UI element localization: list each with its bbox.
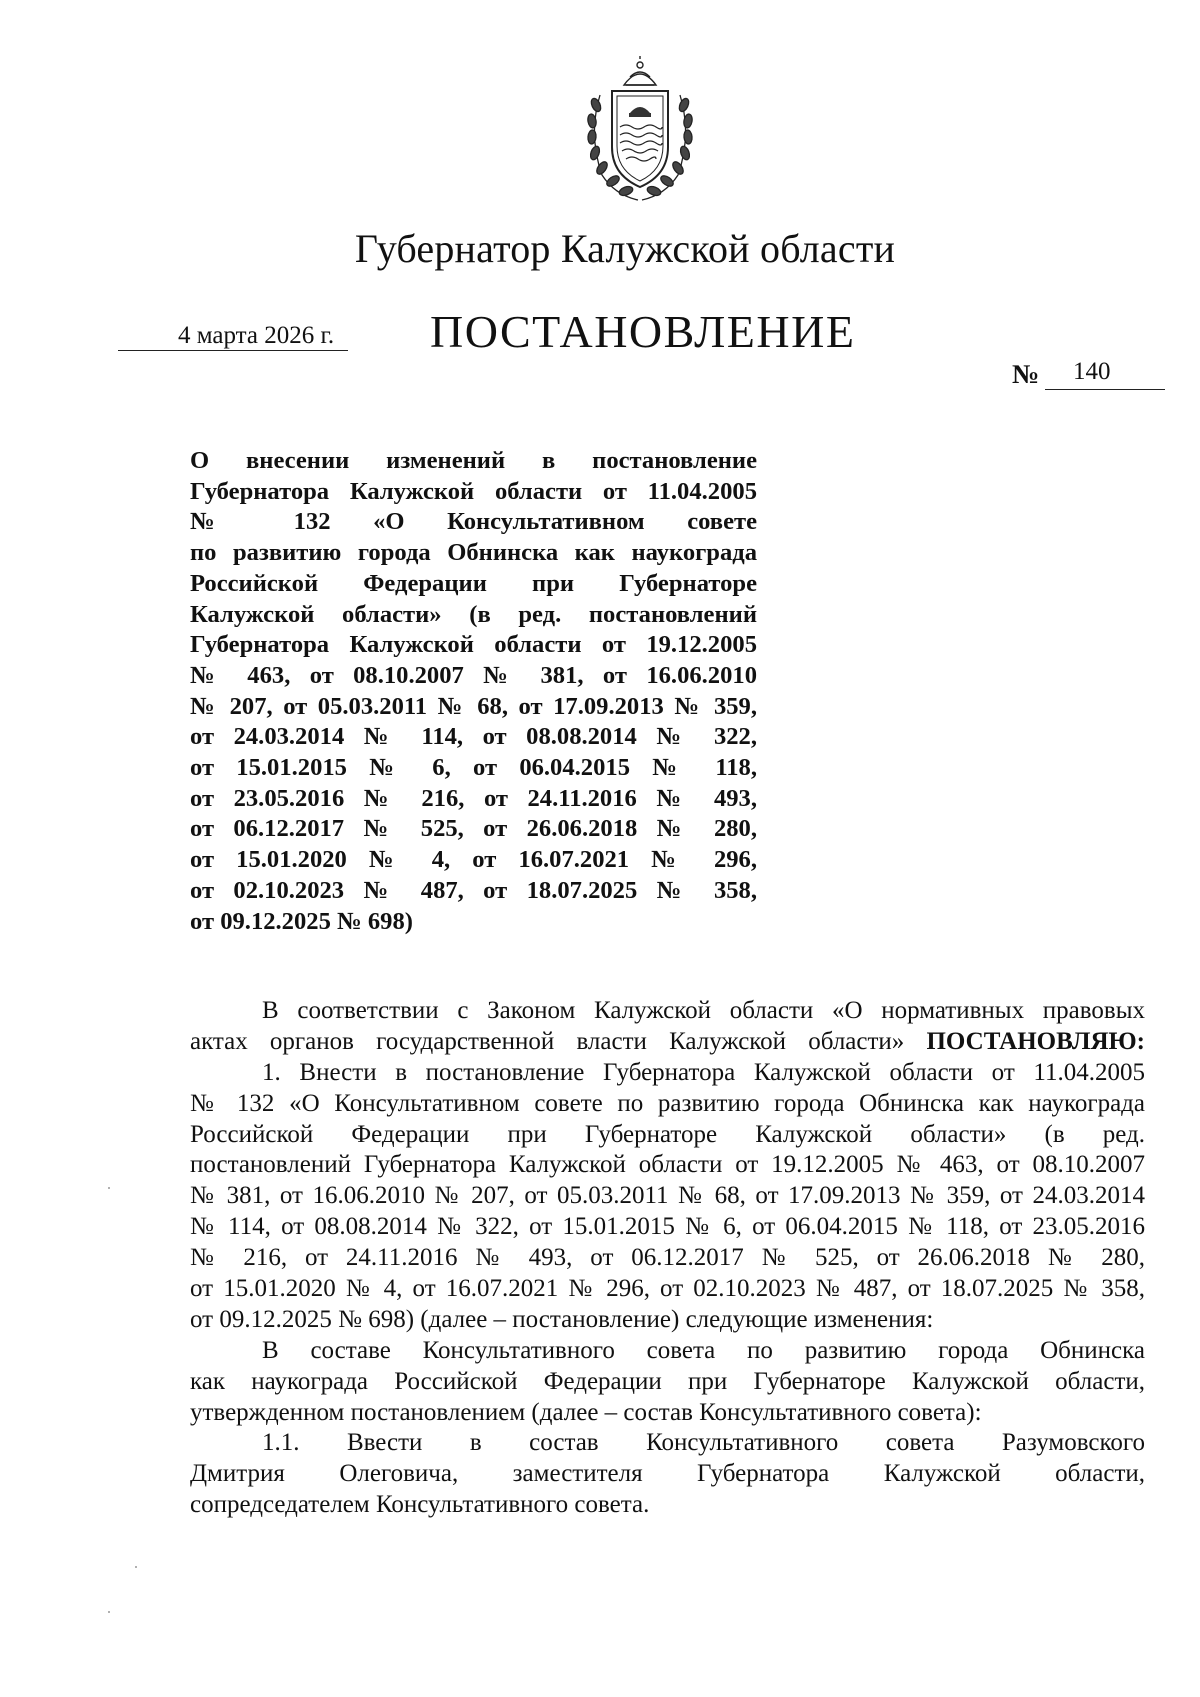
date-underline <box>118 350 348 351</box>
body-line: № 132 «О Консультативном совете по развитию города Обнинска как наукограда <box>190 1089 1145 1117</box>
title-line: от 09.12.2025 № 698) <box>190 907 413 935</box>
body-line: сопредседателем Консультативного совета. <box>190 1491 650 1519</box>
number-underline <box>1045 389 1165 390</box>
document-title <box>190 446 757 937</box>
decree-word: ПОСТАНОВЛЯЮ: <box>926 1027 1145 1055</box>
body-line <box>190 1027 1145 1058</box>
title-line: Калужской области» (в ред. постановлений <box>190 600 757 628</box>
title-line: от 15.01.2015 № 6, от 06.04.2015 № 118, <box>190 754 757 782</box>
body-line: № 114, от 08.08.2014 № 322, от 15.01.2015 № 6, от 06.04.2015 № 118, от 23.05.2016 <box>190 1213 1145 1241</box>
issuing-authority: Губернатор Калужской области <box>354 226 896 271</box>
scan-speck <box>135 1566 137 1568</box>
title-line: от 23.05.2016 № 216, от 24.11.2016 № 493, <box>190 784 757 812</box>
title-line: от 06.12.2017 № 525, от 26.06.2018 № 280, <box>190 815 757 843</box>
scan-speck <box>108 1611 110 1613</box>
coat-of-arms-emblem <box>580 55 700 205</box>
title-line: по развитию города Обнинска как наукограда <box>190 539 757 567</box>
document-date: 4 марта 2026 г. <box>178 322 335 349</box>
body-line: Российской Федерации при Губернаторе Калужской области» (в ред. <box>190 1120 1145 1148</box>
number-sign: № <box>1012 359 1040 389</box>
body-line: Дмитрия Олеговича, заместителя Губернатора Калужской области, <box>190 1460 1145 1488</box>
body-line: 1.1. Ввести в состав Консультативного совета Разумовского <box>262 1429 1145 1457</box>
title-line: О внесении изменений в постановление <box>190 447 757 474</box>
title-line: Российской Федерации при Губернаторе <box>190 569 757 597</box>
document-type-heading: ПОСТАНОВЛЕНИЕ <box>430 306 856 357</box>
body-line: № 381, от 16.06.2010 № 207, от 05.03.2011 № 68, от 17.09.2013 № 359, от 24.03.2014 <box>190 1182 1145 1210</box>
title-line: № 132 «О Консультативном совете <box>190 508 757 536</box>
title-line: от 15.01.2020 № 4, от 16.07.2021 № 296, <box>190 846 757 874</box>
body-line: 1. Внести в постановление Губернатора Калужской области от 11.04.2005 <box>262 1058 1145 1086</box>
body-line: от 15.01.2020 № 4, от 16.07.2021 № 296, от 02.10.2023 № 487, от 18.07.2025 № 358, <box>190 1275 1145 1303</box>
body-line: № 216, от 24.11.2016 № 493, от 06.12.2017 № 525, от 26.06.2018 № 280, <box>190 1244 1145 1272</box>
body-line: В соответствии с Законом Калужской области «О нормативных правовых <box>262 997 1145 1024</box>
body-line: от 09.12.2025 № 698) (далее – постановление) следующие изменения: <box>190 1305 934 1333</box>
title-line: № 463, от 08.10.2007 № 381, от 16.06.2010 <box>190 661 757 689</box>
body-line: как наукограда Российской Федерации при Губернаторе Калужской области, <box>190 1367 1145 1395</box>
title-line: № 207, от 05.03.2011 № 68, от 17.09.2013 № 359, <box>190 692 757 720</box>
document-number: 140 <box>1073 358 1111 385</box>
body-line: утвержденном постановлением (далее – состав Консультативного совета): <box>190 1398 982 1426</box>
body-line: постановлений Губернатора Калужской области от 19.12.2005 № 463, от 08.10.2007 <box>190 1151 1145 1179</box>
title-line: от 02.10.2023 № 487, от 18.07.2025 № 358, <box>190 876 757 904</box>
title-line: от 24.03.2014 № 114, от 08.08.2014 № 322, <box>190 723 757 751</box>
document-body <box>190 996 1145 1521</box>
title-line: Губернатора Калужской области от 11.04.2005 <box>190 477 757 505</box>
title-line: Губернатора Калужской области от 19.12.2005 <box>190 631 757 659</box>
body-text: актах органов государственной власти Калужской области» <box>190 1027 905 1055</box>
scan-speck <box>108 1187 110 1189</box>
body-line: В составе Консультативного совета по развитию города Обнинска <box>262 1336 1145 1364</box>
